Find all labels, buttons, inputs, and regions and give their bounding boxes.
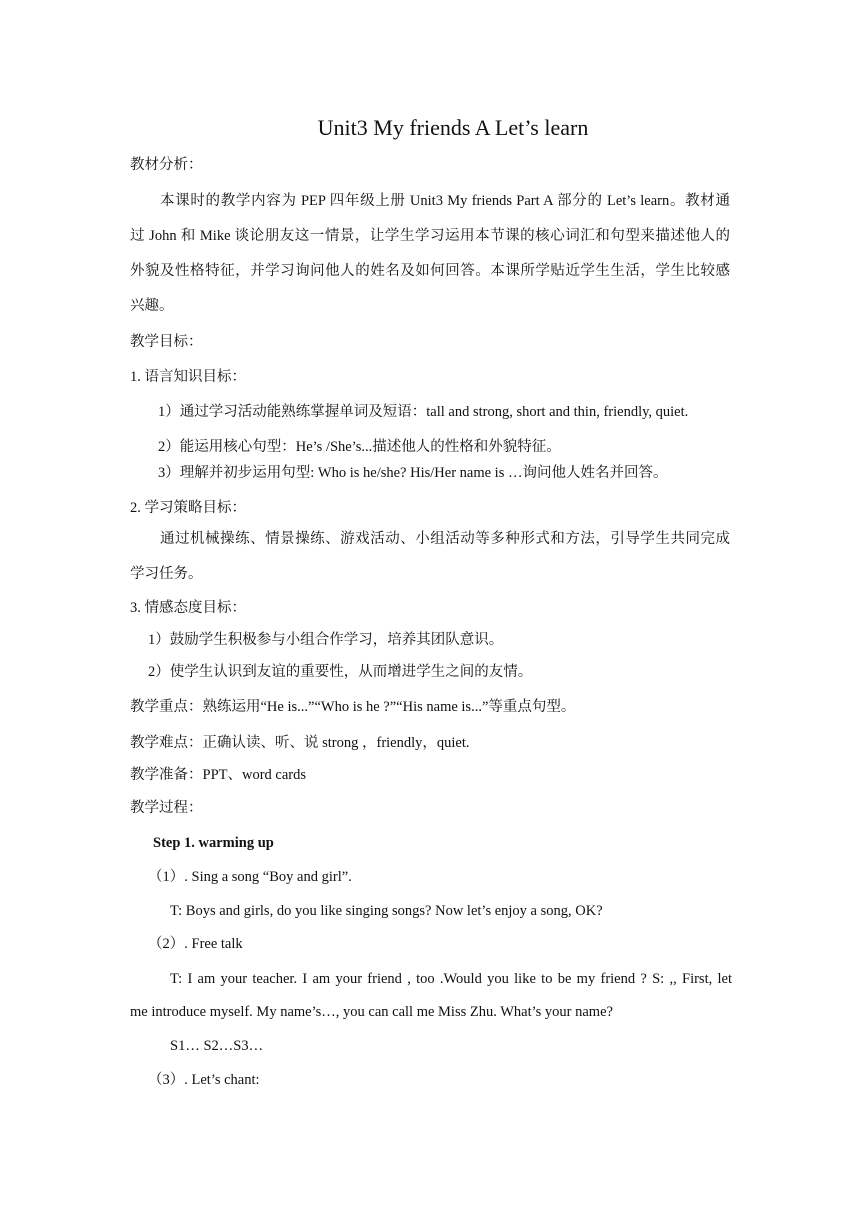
dialogue-line: T: I am your teacher. I am your friend , too .Would you like to be my friend ? S: ,, First, let: [170, 971, 732, 987]
paragraph-line: 本课时的教学内容为 PEP 四年级上册 Unit3 My friends Part A 部分的 Let’s learn。教材通: [160, 193, 730, 209]
paragraph-line: 学习任务。: [130, 566, 203, 582]
dialogue-line: me introduce myself. My name’s…, you can call me Miss Zhu. What’s your name?: [130, 1004, 613, 1020]
paragraph-line: 外貌及性格特征，并学习询问他人的姓名及如何回答。本课所学贴近学生生活，学生比较感: [130, 263, 730, 279]
paragraph-line: 兴趣。: [130, 298, 174, 314]
list-item: 1）鼓励学生积极参与小组合作学习，培养其团队意识。: [148, 632, 504, 648]
dialogue-line: S1… S2…S3…: [170, 1038, 264, 1054]
step-item: （2）. Free talk: [148, 936, 243, 952]
step-heading: Step 1. warming up: [153, 835, 274, 851]
difficult-points: 教学难点：正确认读、听、说 strong ，friendly，quiet.: [130, 735, 470, 751]
section-heading-process: 教学过程：: [130, 800, 203, 816]
list-item: 2）能运用核心句型：He’s /She’s...描述他人的性格和外貌特征。: [158, 439, 561, 455]
dialogue-line: T: Boys and girls, do you like singing songs? Now let’s enjoy a song, OK?: [170, 903, 603, 919]
list-item: 3）理解并初步运用句型: Who is he/she? His/Her name is …询问他人姓名并回答。: [158, 465, 668, 481]
step-item: （3）. Let’s chant:: [148, 1072, 260, 1088]
list-item: 1）通过学习活动能熟练掌握单词及短语：tall and strong, short and thin, friendly, quiet.: [158, 404, 689, 420]
key-points: 教学重点：熟练运用“He is...”“Who is he ?”“His name is...”等重点句型。: [130, 699, 576, 715]
list-heading: 2. 学习策略目标：: [130, 500, 246, 516]
teaching-preparation: 教学准备：PPT、word cards: [130, 767, 307, 783]
step-item: （1）. Sing a song “Boy and girl”.: [148, 869, 352, 885]
paragraph-line: 过 John 和 Mike 谈论朋友这一情景，让学生学习运用本节课的核心词汇和句型来描述他人的: [130, 228, 730, 244]
list-heading: 3. 情感态度目标：: [130, 600, 246, 616]
section-heading-materials: 教材分析：: [130, 157, 203, 173]
section-heading-objectives: 教学目标：: [130, 334, 203, 350]
paragraph-line: 通过机械操练、情景操练、游戏活动、小组活动等多种形式和方法，引导学生共同完成: [160, 531, 730, 547]
list-item: 2）使学生认识到友谊的重要性，从而增进学生之间的友情。: [148, 664, 533, 680]
document-title: Unit3 My friends A Let’s learn: [317, 115, 589, 140]
list-heading: 1. 语言知识目标：: [130, 369, 246, 385]
